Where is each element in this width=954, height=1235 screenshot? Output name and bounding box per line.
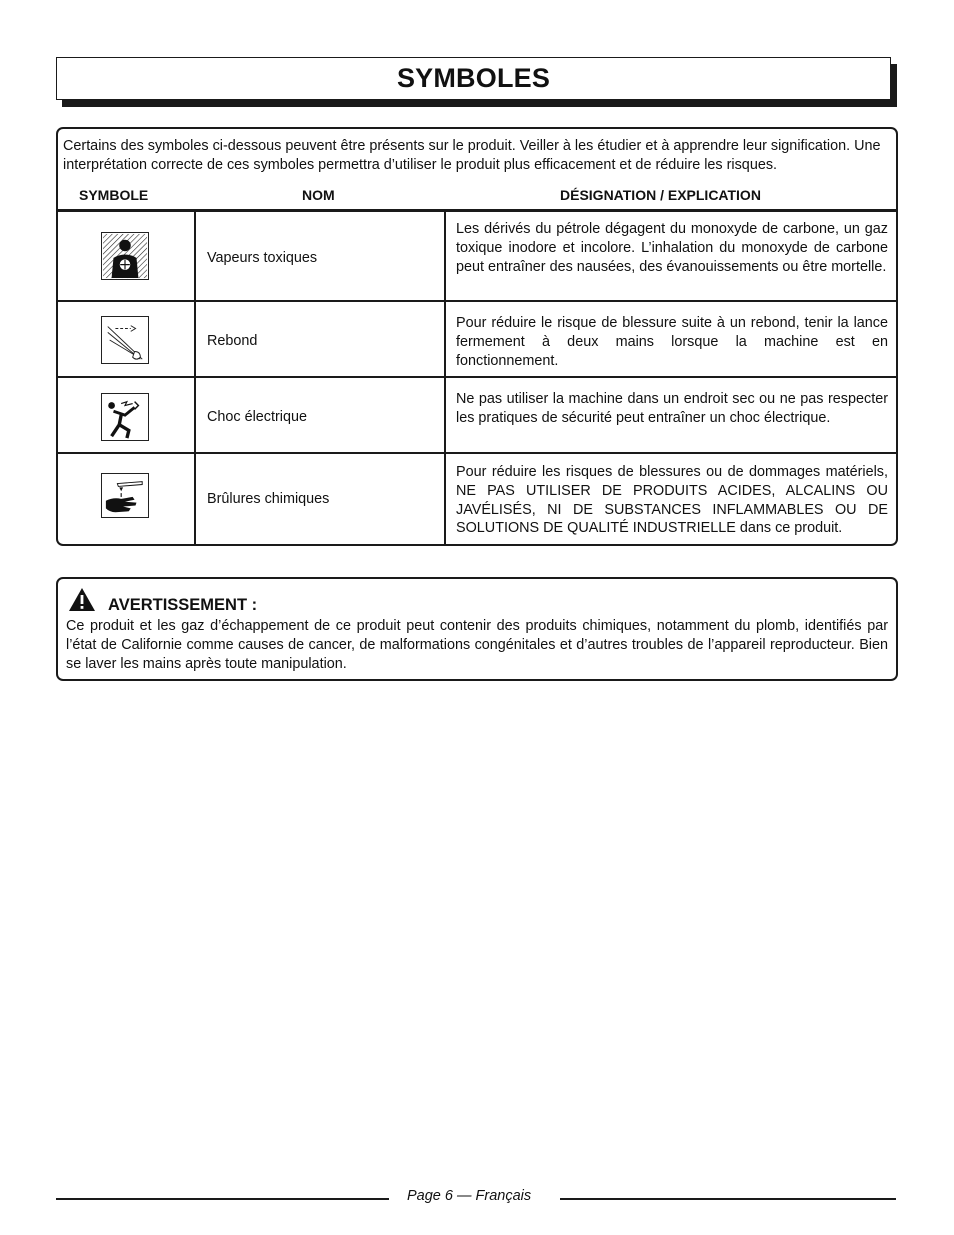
page-footer: Page 6 — Français <box>407 1188 532 1204</box>
chemical-burn-icon <box>101 473 149 518</box>
symbol-name: Choc électrique <box>207 409 307 425</box>
symbols-table <box>56 127 898 546</box>
symbol-description: Pour réduire le risque de blessure suite à un rebond, tenir la lance fermement à deux mains lorsque la machine est en fonctionnement. <box>456 315 888 369</box>
warning-triangle-icon <box>68 587 96 612</box>
footer-rule-right <box>560 1198 896 1200</box>
page-title: SYMBOLES <box>396 63 551 93</box>
warning-box <box>56 577 898 681</box>
symbol-description: Ne pas utiliser la machine dans un endroit sec ou ne pas respecter les pratiques de sécurité peut entraîner un choc électrique. <box>456 391 888 426</box>
row-divider <box>58 300 896 302</box>
symbol-description: Les dérivés du pétrole dégagent du monoxyde de carbone, un gaz toxique inodore et incolore. L’inhalation du monoxyde de carbone peut entraîner des nausées, des évanouissements ou être mortelle. <box>456 221 888 275</box>
symbol-name: Rebond <box>207 333 258 349</box>
symbol-description: Pour réduire les risques de blessures ou de dommages matériels, NE PAS UTILISER DE PRODUITS ACIDES, ALCALINS OU JAVÉLISÉS, NI DE SUBSTANCES INFLAMMABLES OU DE SOLUTIONS DE QUALITÉ INDUSTRIELLE dans ce produit. <box>456 464 888 537</box>
column-divider <box>194 209 196 546</box>
intro-text: Certains des symboles ci-dessous peuvent être présents sur le produit. Veiller à les étudier et à apprendre leur signification. Une interprétation correcte de ces symboles permettra d’utiliser le produit plus efficacement et de réduire les risques. <box>63 138 881 173</box>
electric-shock-icon <box>101 393 149 441</box>
column-header-name: NOM <box>302 187 335 203</box>
title-banner <box>56 57 891 100</box>
footer-rule-left <box>56 1198 389 1200</box>
warning-title: AVERTISSEMENT : <box>108 596 258 614</box>
symbol-name: Brûlures chimiques <box>207 491 330 507</box>
kickback-icon <box>101 316 149 364</box>
header-divider <box>58 209 896 212</box>
warning-text: Ce produit et les gaz d’échappement de ce produit peut contenir des produits chimiques, notamment du plomb, identifiés par l’état de Californie comme causes de cancer, de malformations congénitales et d’autres troubles de l’appareil reproducteur. Bien se laver les mains après toute manipulation. <box>66 618 888 672</box>
row-divider <box>58 376 896 378</box>
column-header-designation: DÉSIGNATION / EXPLICATION <box>560 187 761 203</box>
symbol-name: Vapeurs toxiques <box>207 250 318 266</box>
row-divider <box>58 452 896 454</box>
toxic-fumes-icon <box>101 232 149 280</box>
column-divider <box>444 209 446 546</box>
column-header-symbol: SYMBOLE <box>79 187 149 203</box>
